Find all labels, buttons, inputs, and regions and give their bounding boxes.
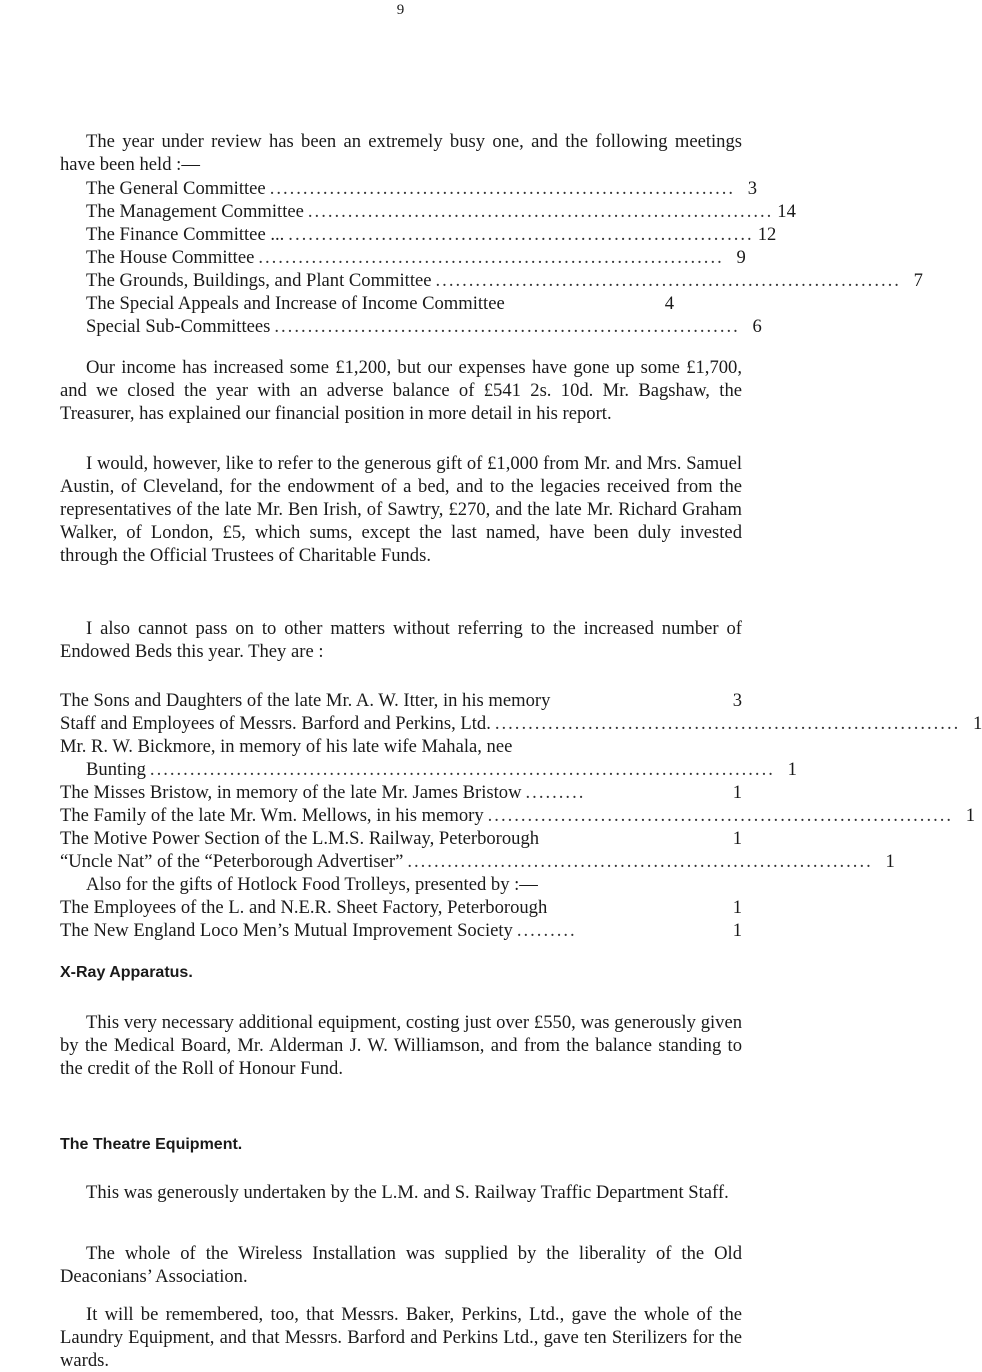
intro-paragraph: The year under review has been an extremely busy one, and the following meetings have been held :—: [60, 131, 742, 175]
trolleys-note: Also for the gifts of Hotlock Food Trolleys, presented by :—: [86, 874, 538, 895]
meeting-row: The General Committee ...................................................................... 3: [86, 178, 758, 199]
meeting-row: Special Sub-Committees ...................................................................... 6: [86, 316, 762, 337]
meeting-row: The Grounds, Buildings, and Plant Committee ...................................................................... 7: [86, 270, 923, 291]
bed-row: “Uncle Nat” of the “Peterborough Advertiser” ...................................................................... 1: [60, 851, 895, 872]
endowed-beds-paragraph: I also cannot pass on to other matters without referring to the increased number of Endowed Beds this year. They are :: [60, 618, 742, 662]
xray-paragraph: This very necessary additional equipment, costing just over £550, was generously given by the Medical Board, Mr. Alderman J. W. Williamson, and from the balance standing to the credit of the Roll of Honour Fund.: [60, 1012, 742, 1079]
theatre-heading: The Theatre Equipment.: [60, 1136, 243, 1153]
bed-row: Bunting .............................................................................................. 1: [86, 759, 797, 780]
bed-row: The Misses Bristow, in memory of the late Mr. James Bristow ......... 1: [60, 782, 742, 803]
xray-heading: X-Ray Apparatus.: [60, 964, 193, 981]
bed-row: Staff and Employees of Messrs. Barford and Perkins, Ltd. ...................................................................... 1: [60, 713, 982, 734]
laundry-paragraph: It will be remembered, too, that Messrs. Baker, Perkins, Ltd., gave the whole of the Laundry Equipment, and that Messrs. Barford and Perkins Ltd., gave ten Sterilizers for the wards.: [60, 1304, 742, 1371]
bed-row: The Family of the late Mr. Wm. Mellows, in his memory ...................................................................... 1: [60, 805, 976, 826]
page-number: 9: [396, 2, 405, 18]
bed-row: The Motive Power Section of the L.M.S. Railway, Peterborough 1: [60, 828, 742, 849]
meetings-list: [86, 177, 923, 338]
wireless-paragraph: The whole of the Wireless Installation was supplied by the liberality of the Old Deaconians’ Association.: [60, 1243, 742, 1287]
theatre-paragraph: This was generously undertaken by the L.M. and S. Railway Traffic Department Staff.: [86, 1182, 729, 1203]
meeting-row: The Management Committee ...................................................................... 14: [86, 201, 796, 222]
bed-row: The Sons and Daughters of the late Mr. A. W. Itter, in his memory 3: [60, 690, 742, 711]
income-paragraph: Our income has increased some £1,200, but our expenses have gone up some £1,700, and we closed the year with an adverse balance of £541 2s. 10d. Mr. Bagshaw, the Treasurer, has explained our financial position in more detail in his report.: [60, 357, 742, 424]
bed-row: The New England Loco Men’s Mutual Improvement Society ......... 1: [60, 920, 742, 941]
gift-paragraph: I would, however, like to refer to the generous gift of £1,000 from Mr. and Mrs. Samuel Austin, of Cleveland, for the endowment of a bed, and to the legacies received from the representatives of the late Mr. Ben Irish, of Sawtry, £270, and the late Mr. Richard Graham Walker, of London, £5, which sums, except the last named, have been duly invested through the Official Trustees of Charitable Funds.: [60, 453, 742, 566]
endowed-beds-list: [60, 689, 982, 942]
meeting-row: The Finance Committee ... ...................................................................... 12: [86, 224, 777, 245]
bed-row: Mr. R. W. Bickmore, in memory of his late wife Mahala, nee: [60, 736, 513, 757]
meeting-row: The House Committee ...................................................................... 9: [86, 247, 746, 268]
bed-row: The Employees of the L. and N.E.R. Sheet Factory, Peterborough 1: [60, 897, 742, 918]
meeting-row: The Special Appeals and Increase of Income Committee 4: [86, 293, 674, 314]
